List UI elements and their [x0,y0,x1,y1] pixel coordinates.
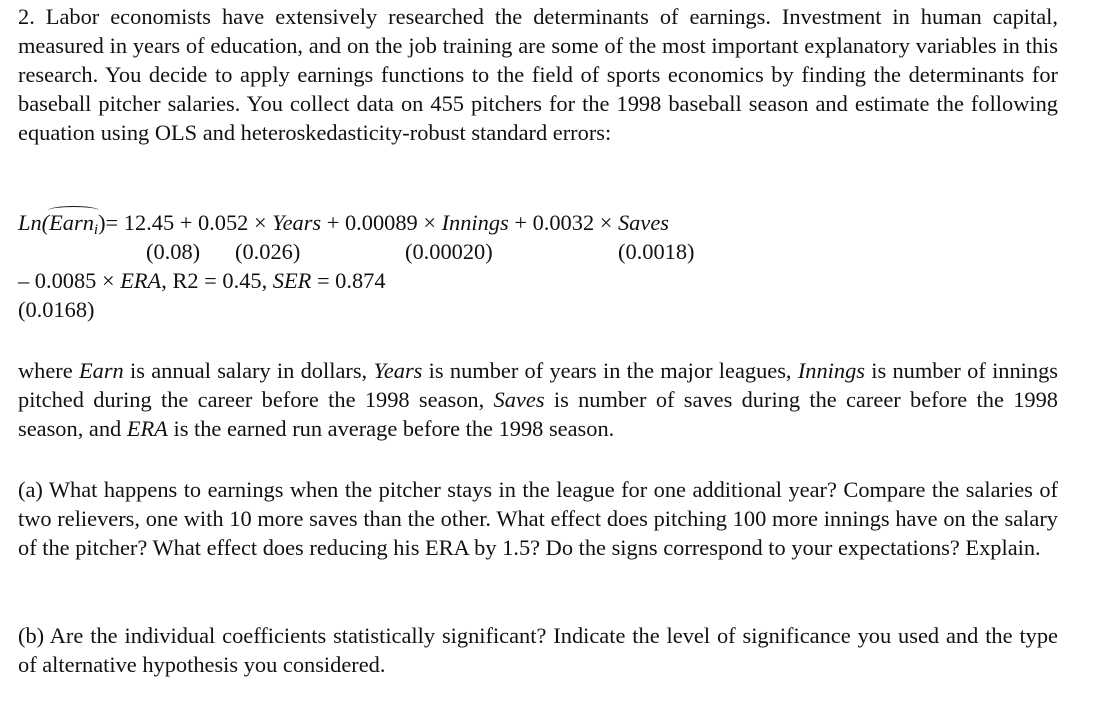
intro-text: Labor economists have extensively researched the determinants of earnings. Investment in human capital, measured in years of education, and on the job training are some of the most important explanatory variables in this research. You decide to apply earnings functions to the field of sports economics by finding the determinants for baseball pitcher salaries. You collect data on 455 pitchers for the 1998 baseball season and estimate the following equation using OLS and heteroskedasticity-robust standard errors: [18,4,1059,145]
earn-hat [49,210,98,243]
def-text: is the earned run average before the 1998 season. [167,416,615,441]
lhs-var: Earn [49,210,94,235]
plus-innings: + 0.00089 × [321,210,442,235]
def-earn: Earn [78,358,124,383]
se-saves: (0.0018) [618,239,695,264]
var-ser: SER [272,268,312,293]
equation-line-1 [18,210,669,243]
problem-number: 2. [18,4,35,29]
lhs-sub: i [93,222,99,238]
ser-value: = 0.874 [311,268,386,293]
se-era: (0.0168) [18,297,95,322]
def-text: is number of saves during the career before the 1998 season, and [18,387,1058,441]
question-b: (b) Are the individual coefficients statistically significant? Indicate the level of significance you used and the type of alternative hypothesis you considered. [18,623,1058,677]
def-text: where [18,358,79,383]
var-innings: Innings [441,210,509,235]
var-era: ERA [120,268,162,293]
lhs-suffix: )= 12.45 + 0.052 × [98,210,273,235]
se-innings: (0.00020) [405,239,493,264]
era-prefix: – 0.0085 × [18,268,121,293]
def-saves: Saves [493,387,545,412]
def-text: is annual salary in dollars, [123,358,374,383]
var-saves: Saves [617,210,669,235]
problem-intro [18,2,1058,147]
lhs-prefix: Ln( [18,210,50,235]
r2-text: , R2 = 0.45, [161,268,273,293]
def-text: is number of years in the major leagues, [422,358,798,383]
var-years: Years [272,210,322,235]
plus-saves: + 0.0032 × [508,210,618,235]
def-text: is number of innings pitched during the career before the 1998 season, [18,358,1059,412]
question-a: (a) What happens to earnings when the pitcher stays in the league for one additional year? Compare the salaries of two relievers, one with 10 more saves than the other. What effect does pitching 100 more innings have on the salary of the pitcher? What effect does reducing his ERA by 1.5? Do the signs correspond to your expectations? Explain. [18,477,1058,560]
def-era: ERA [126,416,168,441]
definitions-paragraph [18,356,1058,443]
se-constant: (0.08) [146,239,201,264]
def-years: Years [373,358,423,383]
equation-line-2 [18,268,386,294]
def-innings: Innings [797,358,865,383]
se-years: (0.026) [235,239,301,264]
